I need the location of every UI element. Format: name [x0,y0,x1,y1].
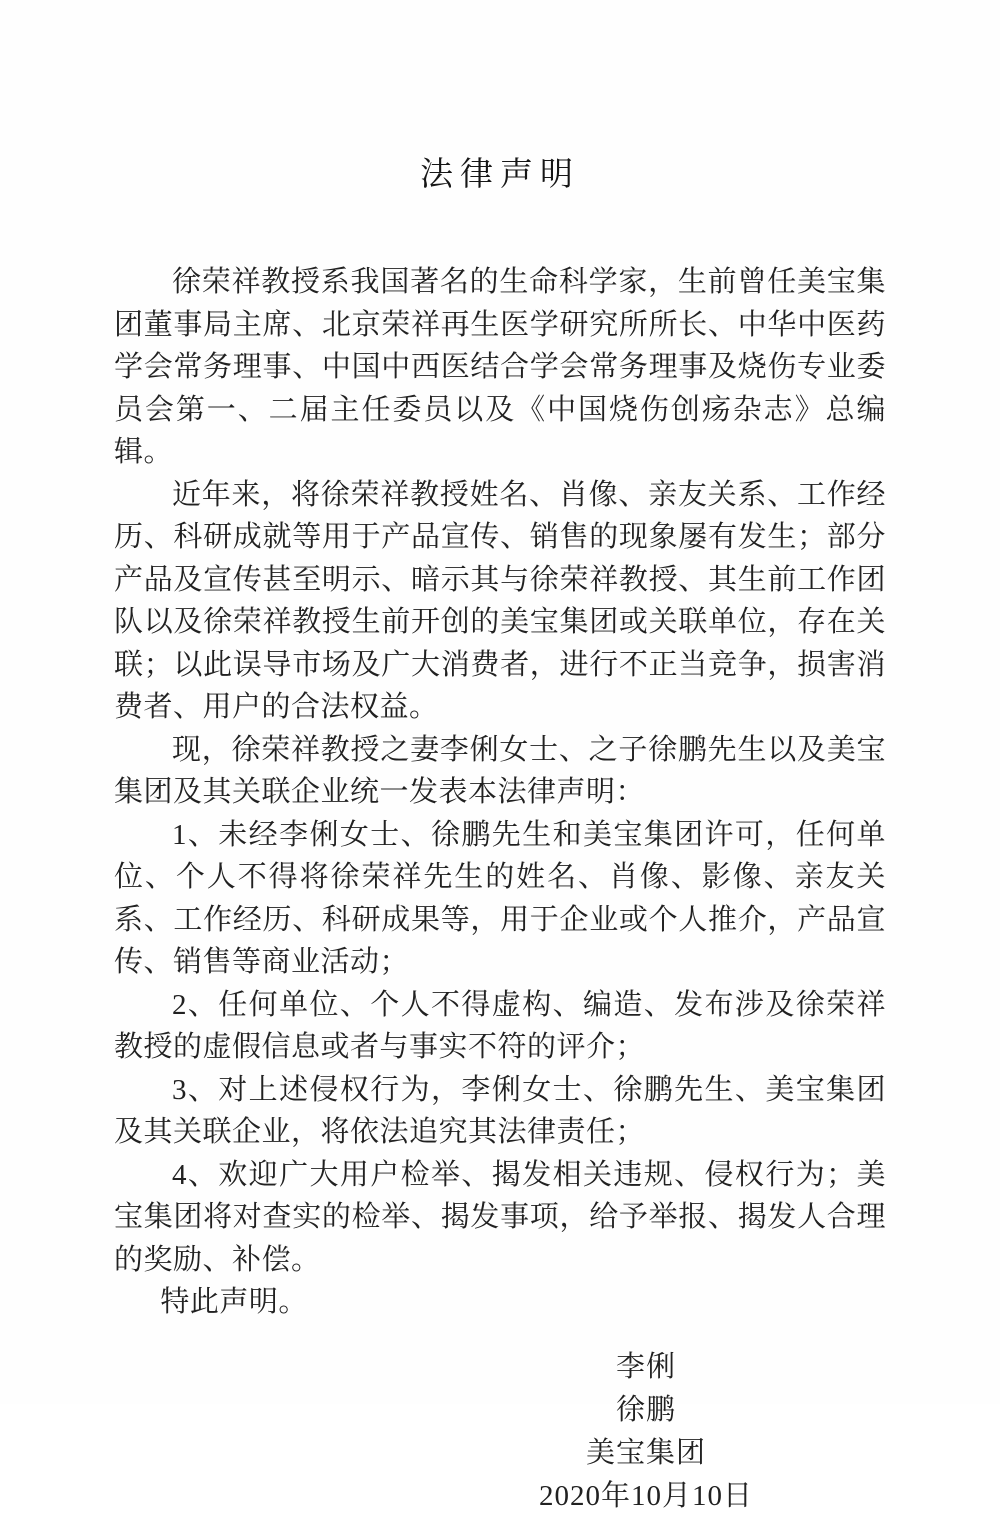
signatory-name-2: 徐鹏 [615,1393,676,1426]
paragraph-background: 近年来，将徐荣祥教授姓名、肖像、亲友关系、工作经历、科研成就等用于产品宣传、销售的现象屡有发生；部分产品及宣传甚至明示、暗示其与徐荣祥教授、其生前工作团队以及徐荣祥教授生前开创的美宝集团或关联单位，存在关联；以此误导市场及广大消费者，进行不正当竞争，损害消费者、用户的合法权益。 [114,478,886,723]
paragraph-intro: 徐荣祥教授系我国著名的生命科学家，生前曾任美宝集团董事局主席、北京荣祥再生医学研究所所长、中华中医药学会常务理事、中国中西医结合学会常务理事及烧伤专业委员会第一、二届主任委员以及《中国烧伤创疡杂志》总编辑。 [114,266,886,468]
signature-block [500,1346,792,1518]
paragraph-item-3: 3、对上述侵权行为，李俐女士、徐鹏先生、美宝集团及其关联企业，将依法追究其法律责任； [114,1073,886,1148]
document-body [114,261,886,1324]
paragraph-item-2: 2、任何单位、个人不得虚构、编造、发布涉及徐荣祥教授的虚假信息或者与事实不符的评介； [114,988,886,1063]
document-title: 法律声明 [420,157,580,193]
paragraph-item-4: 4、欢迎广大用户检举、揭发相关违规、侵权行为；美宝集团将对查实的检举、揭发事项，给予举报、揭发人合理的奖励、补偿。 [114,1158,886,1276]
paragraph-item-1: 1、未经李俐女士、徐鹏先生和美宝集团许可，任何单位、个人不得将徐荣祥先生的姓名、肖像、影像、亲友关系、工作经历、科研成果等，用于企业或个人推介，产品宣传、销售等商业活动； [114,818,886,978]
signatory-name-1: 李俐 [615,1350,676,1383]
closing-line: 特此声明。 [160,1286,308,1318]
signatory-company: 美宝集团 [585,1436,706,1469]
paragraph-declaration-lead: 现，徐荣祥教授之妻李俐女士、之子徐鹏先生以及美宝集团及其关联企业统一发表本法律声明： [114,733,886,808]
signature-date: 2020年10月10日 [538,1479,753,1512]
